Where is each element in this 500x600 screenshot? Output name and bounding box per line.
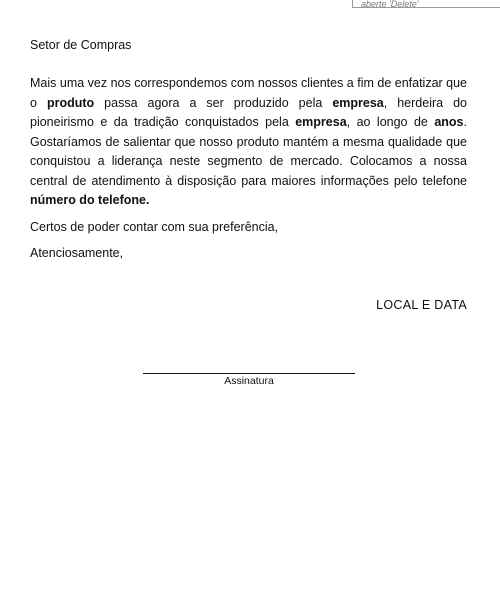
place-and-date: LOCAL E DATA bbox=[376, 298, 467, 312]
keyword-phone-number: número do telefone. bbox=[30, 193, 150, 207]
keyword-product: produto bbox=[46, 95, 95, 110]
confidence-line: Certos de poder contar com sua preferência, bbox=[30, 220, 279, 234]
keyword-company: empresa bbox=[295, 115, 347, 129]
paragraph-segment: . Gostaríamos de salientar que nosso produto mantém a mesma qualidade que conquistou a liderança neste segmento de mercado. Colocamos a nossa central de atendimento à disposição para maiores informações pelo telefone bbox=[30, 115, 467, 188]
paragraph-segment: Mais uma vez nos correspondemos com nossos clientes a fim de enfatizar que o bbox=[30, 76, 468, 110]
keyword-company: empresa bbox=[332, 95, 384, 110]
paragraph-segment: passa agora a ser produzido pela bbox=[94, 95, 333, 110]
signature-label: Assinatura bbox=[224, 375, 274, 387]
paragraph-segment: , ao longo de bbox=[346, 115, 435, 129]
paragraph-segment: , herdeira do pioneirismo e da tradição conquistados pela bbox=[30, 95, 467, 129]
delete-instruction-text: aberte 'Delete' bbox=[361, 0, 419, 8]
signature-line bbox=[143, 373, 355, 374]
department-heading: Setor de Compras bbox=[30, 38, 132, 52]
letter-body-paragraph bbox=[30, 74, 467, 211]
delete-instruction-note bbox=[352, 0, 500, 8]
closing-salutation: Atenciosamente, bbox=[30, 246, 124, 260]
keyword-years: anos bbox=[434, 115, 464, 129]
